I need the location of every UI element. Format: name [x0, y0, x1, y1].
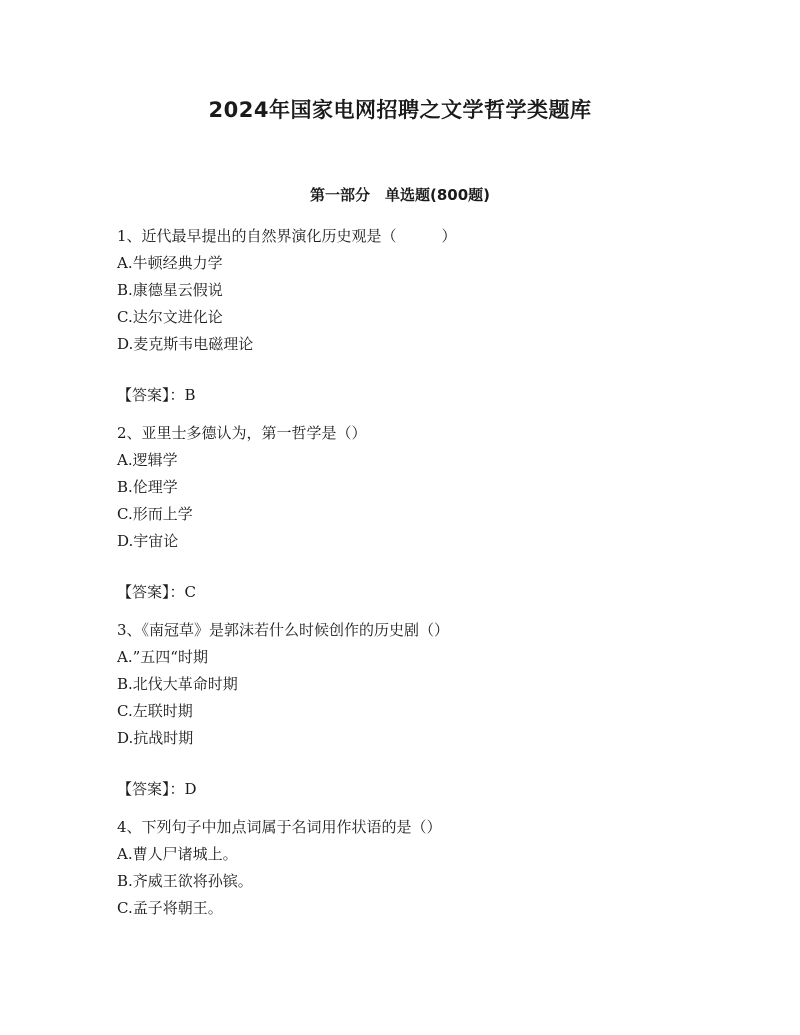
option-d: D.麦克斯韦电磁理论	[117, 335, 254, 353]
document-title: 2024年国家电网招聘之文学哲学类题库	[208, 98, 592, 122]
option-b: B.北伐大革命时期	[117, 675, 238, 693]
option-c: C.形而上学	[117, 505, 193, 523]
question-1	[117, 223, 717, 409]
question-2	[117, 420, 717, 606]
option-c: C.孟子将朝王。	[117, 899, 223, 917]
option-b: B.伦理学	[117, 478, 178, 496]
option-c: C.达尔文进化论	[117, 308, 223, 326]
question-3	[117, 617, 717, 803]
option-a: A.”五四“时期	[117, 648, 208, 666]
option-a: A.逻辑学	[117, 451, 178, 469]
option-d: D.抗战时期	[117, 729, 194, 747]
question-stem: 1、近代最早提出的自然界演化历史观是（ ）	[117, 227, 457, 245]
question-list	[117, 223, 717, 922]
option-d: D.宇宙论	[117, 532, 179, 550]
question-stem: 4、下列句子中加点词属于名词用作状语的是（）	[117, 818, 442, 836]
option-c: C.左联时期	[117, 702, 193, 720]
answer-label: 【答案】：C	[117, 583, 196, 601]
answer-label: 【答案】：B	[117, 386, 196, 404]
answer-label: 【答案】：D	[117, 780, 197, 798]
question-4	[117, 814, 717, 922]
option-b: B.齐威王欲将孙镔。	[117, 872, 253, 890]
section-title: 第一部分 单选题(800题)	[309, 186, 491, 204]
option-a: A.牛顿经典力学	[117, 254, 223, 272]
question-stem: 2、亚里士多德认为，第一哲学是（）	[117, 424, 367, 442]
option-b: B.康德星云假说	[117, 281, 223, 299]
question-stem: 3、《南冠草》是郭沫若什么时候创作的历史剧（）	[117, 621, 450, 639]
option-a: A.曹人尸诸城上。	[117, 845, 238, 863]
